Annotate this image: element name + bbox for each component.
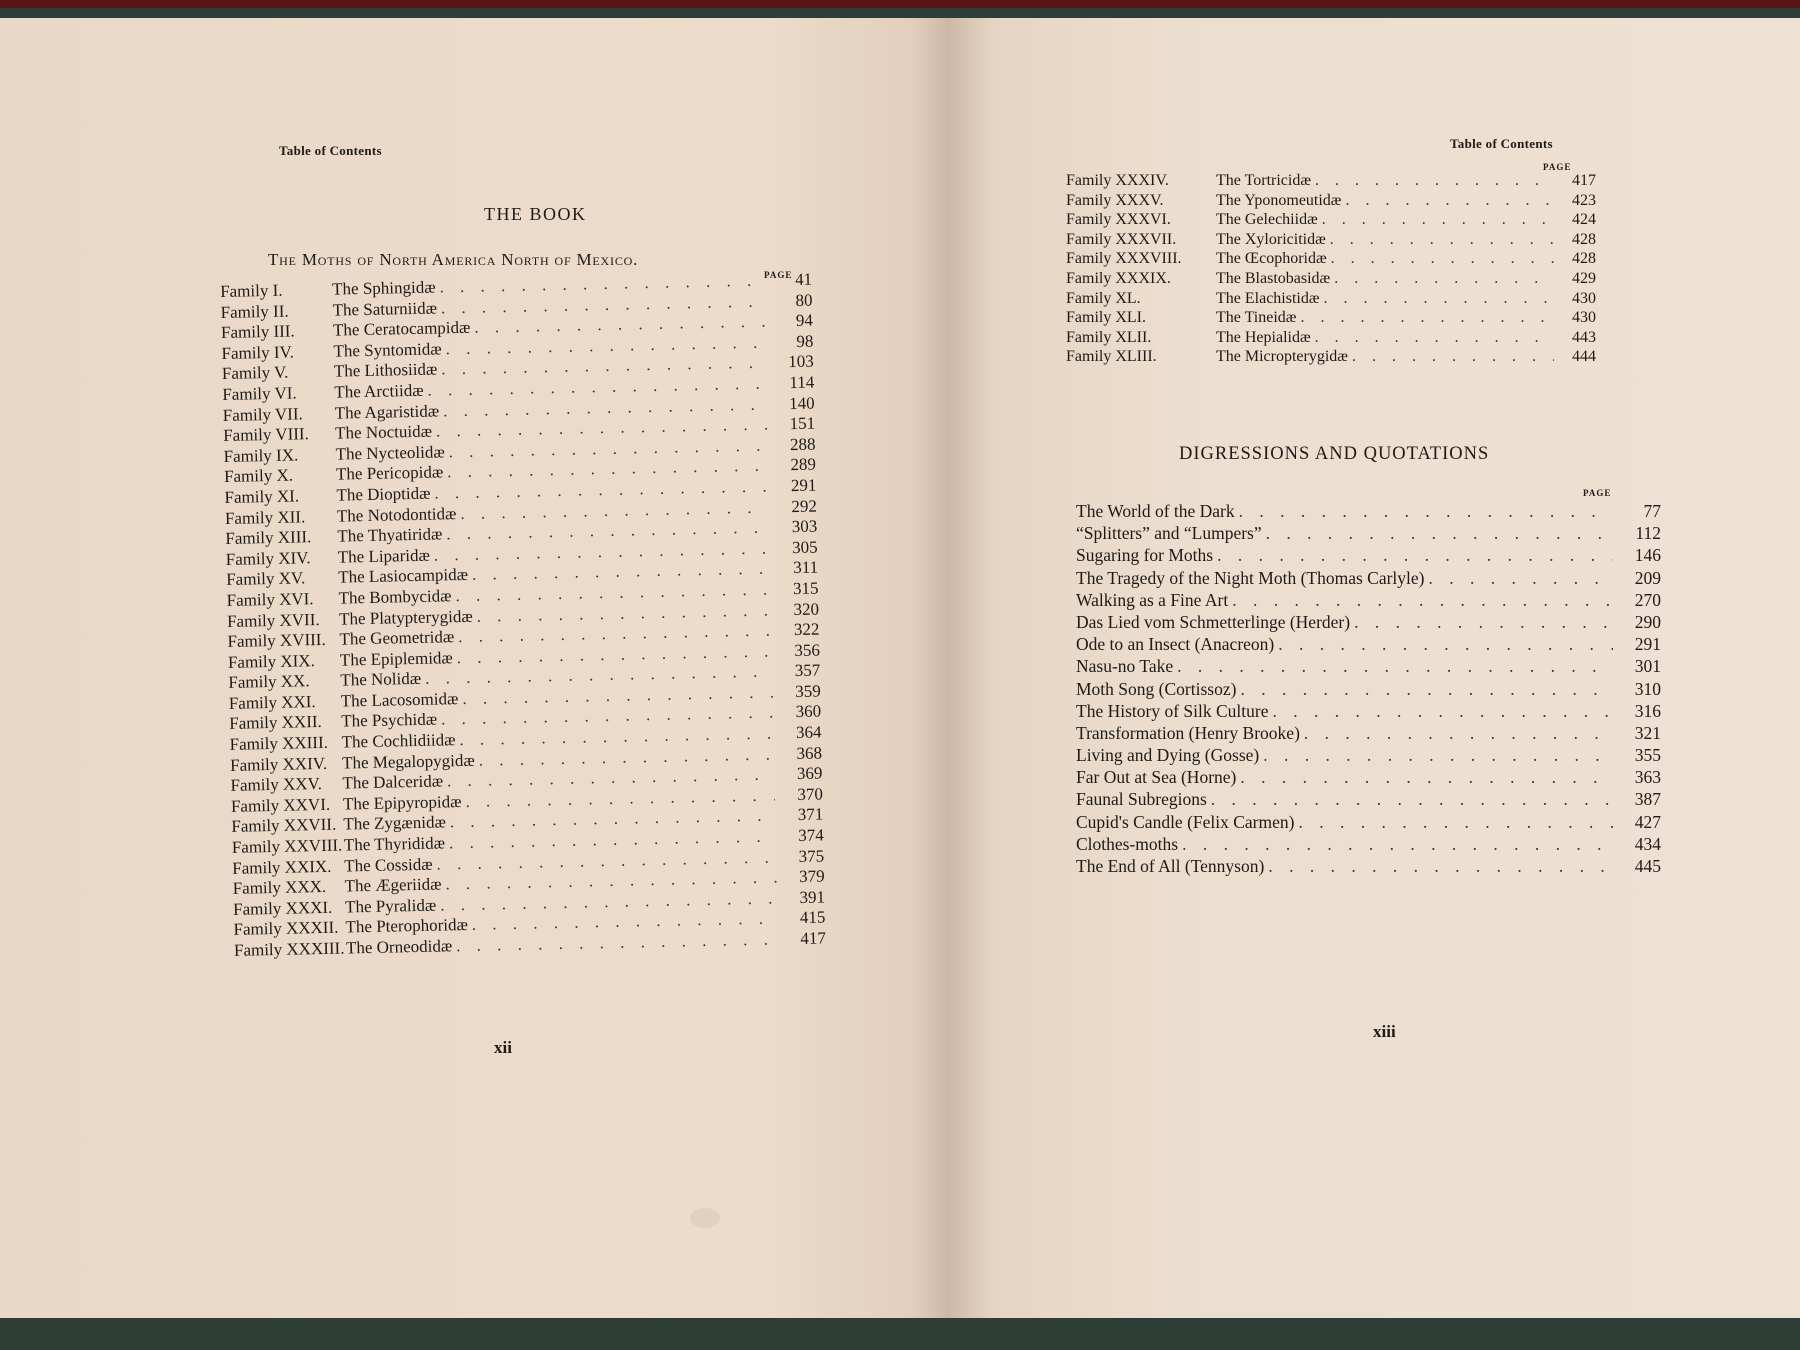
entry-page: 443	[1572, 328, 1596, 346]
entry-title: Moth Song (Cortissoz)	[1076, 678, 1237, 699]
digression-entry	[1076, 766, 1661, 788]
digression-entry	[1076, 722, 1661, 744]
entry-page: 291	[1634, 634, 1661, 655]
entry-page: 415	[799, 907, 826, 928]
entry-page: 371	[797, 804, 824, 825]
entry-title: Clothes-moths	[1076, 833, 1179, 854]
entry-page: 291	[790, 475, 817, 496]
digression-entry	[1076, 700, 1661, 722]
entry-number: Family VI.	[222, 383, 297, 404]
entry-title: The Thyrididæ	[343, 833, 446, 855]
dot-leader	[1330, 230, 1554, 250]
entry-page: 80	[795, 290, 813, 310]
dot-leader	[1322, 210, 1554, 230]
entry-page: 445	[1634, 856, 1661, 876]
dot-leader	[1331, 249, 1554, 269]
entry-title: Far Out at Sea (Horne)	[1076, 767, 1237, 788]
dot-leader	[1278, 633, 1613, 655]
entry-title: The Saturniidæ	[332, 298, 438, 320]
entry-title: The Dalceridæ	[342, 771, 444, 793]
entry-page: 316	[1634, 700, 1661, 721]
entry-page: 322	[793, 619, 820, 640]
entry-title: The Syntomidæ	[333, 339, 442, 361]
toc-entry	[1066, 269, 1596, 289]
entry-title: The Bombycidæ	[338, 586, 452, 608]
entry-number: Family XXX.	[232, 877, 327, 899]
digression-entry	[1076, 833, 1661, 855]
entry-page: 288	[789, 434, 816, 454]
entry-page: 428	[1572, 250, 1596, 268]
dot-leader	[1272, 700, 1613, 722]
dot-leader	[1345, 191, 1554, 211]
digression-entry	[1076, 522, 1661, 544]
page-column-label-digressions: PAGE	[1583, 488, 1612, 498]
entry-title: The Arctiidæ	[334, 380, 424, 402]
entry-title: The Megalopygidæ	[341, 750, 475, 773]
dot-leader	[1298, 811, 1613, 833]
entry-title: Nasu-no Take	[1076, 656, 1174, 677]
entry-page: 311	[793, 557, 819, 578]
entry-number: Family XIII.	[225, 527, 312, 549]
entry-title: The Œcophoridæ	[1216, 250, 1327, 268]
entry-title: Cupid's Candle (Felix Carmen)	[1076, 811, 1295, 832]
digression-entry	[1076, 811, 1661, 833]
entry-page: 292	[791, 496, 818, 516]
entry-page: 368	[796, 743, 823, 763]
entry-page: 321	[1634, 722, 1661, 743]
entry-number: Family XXIV.	[229, 753, 328, 775]
entry-number: Family V.	[221, 362, 289, 384]
entry-number: Family XX.	[228, 671, 310, 693]
entry-title: “Splitters” and “Lumpers”	[1076, 523, 1262, 544]
entry-page: 209	[1634, 567, 1661, 588]
entry-page: 430	[1572, 309, 1596, 327]
entry-title: The Pericopidæ	[335, 462, 444, 484]
entry-page: 301	[1634, 656, 1661, 677]
entry-title: The Tineidæ	[1216, 309, 1297, 327]
paper-stain	[690, 1208, 720, 1228]
entry-number: Family XXXIV.	[1066, 172, 1169, 189]
entry-title: The Epiplemidæ	[339, 647, 453, 670]
entry-number: Family XXIX.	[232, 856, 332, 878]
digressions-list	[1076, 500, 1661, 877]
entry-page: 310	[1634, 678, 1661, 699]
entry-title: The Nycteolidæ	[335, 442, 445, 464]
toc-entry	[1066, 249, 1596, 269]
entry-title: The Sphingidæ	[331, 277, 436, 299]
entry-title: The History of Silk Culture	[1076, 700, 1269, 721]
entry-number: Family XXXVII.	[1066, 230, 1177, 248]
entry-title: The Notodontidæ	[336, 503, 457, 526]
entry-title: The Pterophoridæ	[345, 915, 469, 937]
entry-page: 387	[1634, 789, 1661, 810]
dot-leader	[1268, 855, 1613, 877]
entry-number: Family XXI.	[228, 691, 316, 713]
entry-page: 356	[794, 640, 821, 660]
dot-leader	[1352, 347, 1554, 367]
entry-title: The Platypterygidæ	[338, 606, 473, 629]
entry-title: The Micropterygidæ	[1216, 348, 1348, 366]
entry-title: The Yponomeutidæ	[1216, 191, 1342, 209]
toc-entry	[1066, 308, 1596, 328]
dot-leader	[1217, 544, 1613, 566]
entry-page: 77	[1643, 501, 1661, 521]
entry-title: The Orneodidæ	[345, 936, 453, 958]
dot-leader	[1429, 567, 1614, 589]
entry-number: Family XXVI.	[230, 794, 331, 816]
digression-entry	[1076, 678, 1661, 700]
entry-title: The Agaristidæ	[334, 401, 440, 423]
digression-entry	[1076, 611, 1661, 633]
entry-page: 360	[795, 701, 822, 722]
entry-page: 357	[794, 660, 821, 681]
entry-title: The Xyloricitidæ	[1216, 230, 1326, 248]
entry-page: 379	[798, 866, 825, 887]
toc-entry	[1066, 289, 1596, 309]
toc-entry	[1066, 191, 1596, 211]
entry-number: Family III.	[220, 321, 295, 343]
entry-title: The Lithosiidæ	[333, 359, 438, 382]
entry-page: 417	[800, 928, 827, 948]
running-head-left: Table of Contents	[279, 143, 382, 158]
entry-title: The End of All (Tennyson)	[1076, 856, 1265, 876]
entry-number: Family XVII.	[226, 609, 320, 631]
entry-title: The Zygænidæ	[343, 812, 447, 834]
entry-page: 112	[1635, 523, 1661, 544]
dot-leader	[1177, 655, 1613, 677]
entry-title: The Nolidæ	[340, 669, 422, 690]
entry-page: 428	[1572, 230, 1596, 248]
dot-leader	[1334, 269, 1554, 289]
entry-page: 370	[797, 784, 824, 804]
entry-page: 289	[790, 454, 817, 475]
entry-number: Family VII.	[222, 403, 303, 425]
dot-leader	[1315, 171, 1554, 191]
entry-title: The Lacosomidæ	[340, 688, 459, 711]
toc-entry	[1066, 230, 1596, 250]
entry-title: The Tortricidæ	[1216, 172, 1312, 189]
digression-entry	[1076, 655, 1661, 677]
entry-title: The Liparidæ	[337, 545, 431, 567]
digression-entry	[1076, 544, 1661, 566]
entry-title: Living and Dying (Gosse)	[1076, 745, 1260, 766]
entry-page: 315	[792, 578, 819, 598]
entry-number: Family XII.	[224, 506, 306, 528]
entry-title: The Epipyropidæ	[342, 791, 462, 814]
entry-page: 305	[791, 537, 818, 557]
entry-page: 41	[794, 269, 813, 289]
entry-page: 98	[796, 331, 814, 351]
section-title-digressions: DIGRESSIONS AND QUOTATIONS	[1179, 444, 1490, 464]
entry-title: The Psychidæ	[341, 710, 438, 732]
folio-left: xii	[494, 1038, 512, 1057]
dot-leader	[1354, 611, 1613, 633]
entry-number: Family X.	[223, 465, 294, 487]
entry-number: Family II.	[220, 301, 289, 322]
entry-page: 375	[798, 846, 825, 866]
dot-leader	[1182, 833, 1613, 855]
entry-page: 444	[1572, 348, 1596, 366]
toc-entry	[1066, 328, 1596, 348]
entry-number: Family XXIII.	[229, 732, 329, 754]
entry-number: Family XV.	[226, 568, 306, 590]
running-head-right: Table of Contents	[1450, 136, 1553, 151]
entry-page: 355	[1634, 745, 1661, 766]
entry-number: Family XXVII.	[231, 815, 337, 837]
entry-title: The Noctuidæ	[334, 421, 433, 443]
entry-page: 427	[1634, 811, 1661, 832]
entry-page: 424	[1572, 211, 1596, 229]
entry-number: Family XXXI.	[232, 897, 333, 919]
entry-number: Family IX.	[223, 445, 299, 466]
entry-number: Family XXXVI.	[1066, 211, 1171, 229]
dot-leader	[1263, 744, 1613, 766]
entry-title: The Ceratocampidæ	[332, 317, 471, 340]
digression-entry	[1076, 788, 1661, 810]
entry-number: Family VIII.	[223, 424, 310, 446]
entry-number: Family XXXIX.	[1066, 269, 1171, 287]
entry-title: The Thyatiridæ	[337, 524, 443, 546]
entry-page: 303	[791, 516, 818, 537]
dot-leader	[1232, 589, 1613, 611]
entry-page: 359	[795, 681, 821, 701]
entry-page: 151	[789, 413, 816, 434]
entry-page: 369	[796, 763, 823, 784]
entry-title: The World of the Dark	[1076, 501, 1235, 521]
entry-number: Family XL.	[1066, 289, 1141, 307]
digression-entry	[1076, 567, 1661, 589]
page-column-label: PAGE	[764, 270, 793, 280]
digression-entry	[1076, 855, 1661, 877]
entry-title: Walking as a Fine Art	[1076, 589, 1229, 610]
entry-number: Family XIX.	[227, 650, 316, 672]
entry-title: The Gelechiidæ	[1216, 211, 1318, 229]
dot-leader	[1304, 722, 1613, 744]
entry-number: Family XVIII.	[227, 629, 326, 652]
section-subtitle: The Moths of North America North of Mexico.	[268, 250, 639, 269]
entry-number: Family XLIII.	[1066, 348, 1157, 366]
entry-page: 423	[1572, 191, 1596, 209]
entry-number: Family XXXVIII.	[1066, 250, 1182, 268]
entry-number: Family XXXII.	[233, 918, 339, 940]
entry-title: The Ægeriidæ	[344, 874, 442, 896]
toc-entry	[1066, 210, 1596, 230]
entry-number: Family XXII.	[229, 712, 322, 734]
entry-number: Family IV.	[221, 342, 295, 363]
entry-title: Faunal Subregions	[1076, 789, 1207, 810]
dot-leader	[1266, 522, 1613, 544]
dot-leader	[1239, 500, 1613, 522]
entry-number: Family I.	[220, 280, 283, 301]
entry-page: 94	[795, 310, 814, 331]
entry-title: The Geometridæ	[339, 627, 455, 649]
entry-number: Family XXXV.	[1066, 191, 1164, 209]
right-toc-list	[1066, 171, 1596, 367]
entry-page: 320	[793, 599, 820, 619]
entry-page: 103	[788, 351, 814, 372]
entry-title: The Lasiocampidæ	[338, 565, 469, 587]
left-toc-list	[220, 270, 826, 962]
toc-entry	[1066, 171, 1596, 191]
entry-title: The Hepialidæ	[1216, 328, 1311, 346]
digression-entry	[1076, 589, 1661, 611]
entry-number: Family XLII.	[1066, 328, 1152, 346]
entry-page: 430	[1572, 289, 1596, 307]
entry-number: Family XXV.	[230, 774, 323, 796]
entry-number: Family XXXIII.	[233, 938, 345, 960]
entry-title: The Dioptidæ	[336, 483, 431, 505]
dot-leader	[1240, 766, 1613, 788]
entry-title: Sugaring for Moths	[1076, 545, 1214, 566]
dot-leader	[1240, 678, 1613, 700]
entry-title: The Cossidæ	[344, 854, 433, 876]
dot-leader	[1211, 788, 1613, 810]
entry-title: Ode to an Insect (Anacreon)	[1076, 634, 1275, 655]
dot-leader	[1300, 308, 1554, 328]
entry-title: The Tragedy of the Night Moth (Thomas Carlyle)	[1076, 567, 1425, 588]
entry-page: 146	[1634, 545, 1661, 566]
entry-page: 270	[1634, 589, 1661, 610]
entry-page: 114	[789, 372, 815, 393]
entry-number: Family XVI.	[226, 589, 314, 610]
section-title-book: THE BOOK	[484, 204, 587, 224]
entry-title: Transformation (Henry Brooke)	[1076, 722, 1300, 743]
entry-page: 391	[799, 887, 826, 907]
entry-title: The Cochlidiidæ	[341, 730, 456, 752]
entry-number: Family XLI.	[1066, 309, 1146, 327]
entry-page: 363	[1634, 767, 1661, 788]
entry-number: Family XI.	[224, 486, 300, 507]
digression-entry	[1076, 633, 1661, 655]
digression-entry	[1076, 500, 1661, 522]
entry-page: 364	[795, 722, 822, 743]
entry-page: 417	[1572, 172, 1596, 189]
toc-entry	[1066, 347, 1596, 367]
entry-page: 140	[788, 393, 815, 413]
entry-number: Family XXVIII.	[231, 835, 343, 857]
entry-title: The Elachistidæ	[1216, 289, 1320, 307]
entry-page: 434	[1634, 833, 1661, 854]
entry-title: Das Lied vom Schmetterlinge (Herder)	[1076, 611, 1351, 632]
entry-title: The Blastobasidæ	[1216, 269, 1331, 287]
entry-page: 374	[798, 825, 824, 846]
entry-number: Family XIV.	[225, 547, 311, 569]
entry-page: 429	[1572, 269, 1596, 287]
dot-leader	[1315, 328, 1554, 348]
dot-leader	[1324, 289, 1554, 309]
folio-right: xiii	[1373, 1022, 1396, 1041]
entry-page: 290	[1634, 611, 1661, 632]
entry-title: The Pyralidæ	[344, 895, 437, 917]
page-column-label-right: PAGE	[1543, 162, 1572, 172]
digression-entry	[1076, 744, 1661, 766]
